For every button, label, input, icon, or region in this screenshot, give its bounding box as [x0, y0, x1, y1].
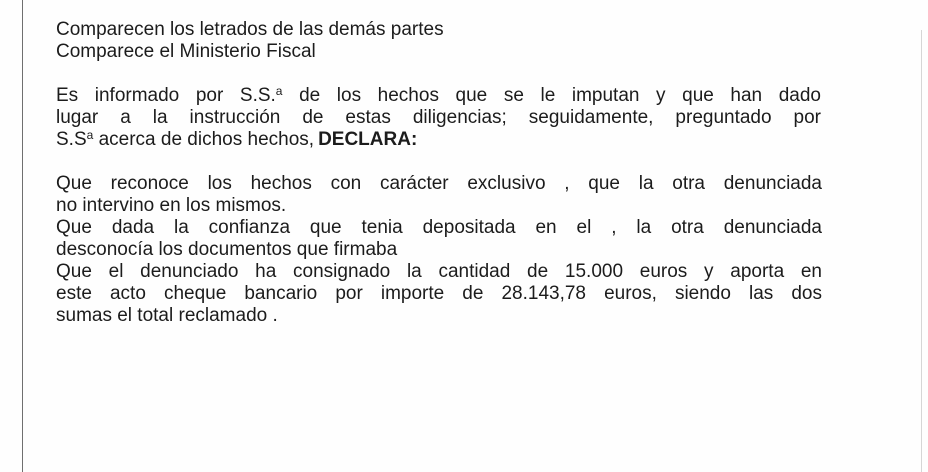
- text-line: [56, 129, 821, 151]
- left-margin-rule: [22, 0, 23, 472]
- paragraph-information: [56, 85, 821, 151]
- text-line: Que reconoce los hechos con carácter exclusivo , que la otra denunciada: [56, 173, 822, 194]
- text-fragment: Es informado por S.S.: [56, 85, 276, 106]
- text-line: Que dada la confianza que tenia depositada en el , la otra denunciada: [56, 217, 822, 238]
- text-line: [56, 85, 821, 107]
- text-line: Comparecen los letrados de las demás partes: [56, 19, 444, 40]
- text-line: desconocía los documentos que firmaba: [56, 239, 398, 260]
- right-margin-rule: [921, 30, 922, 472]
- superscript-a: a: [86, 128, 94, 142]
- text-line: no intervino en los mismos.: [56, 195, 287, 216]
- paragraph-statement: [56, 173, 822, 327]
- text-line: sumas el total reclamado .: [56, 305, 278, 326]
- declara-heading: DECLARA:: [318, 129, 418, 150]
- text-line: este acto cheque bancario por importe de 28.143,78 euros, siendo las dos: [56, 283, 822, 304]
- text-line: lugar a la instrucción de estas diligencias; seguidamente, preguntado por: [56, 107, 821, 128]
- paragraph-appearances: [56, 19, 836, 63]
- text-line: Que el denunciado ha consignado la cantidad de 15.000 euros y aporta en: [56, 261, 822, 282]
- superscript-a: a: [275, 84, 283, 98]
- text-fragment: acerca de dichos hechos,: [93, 129, 315, 150]
- text-fragment: S.S: [56, 129, 87, 150]
- document-body: [56, 19, 836, 349]
- text-line: Comparece el Ministerio Fiscal: [56, 41, 316, 62]
- text-fragment: de los hechos que se le imputan y que han dado: [282, 85, 821, 106]
